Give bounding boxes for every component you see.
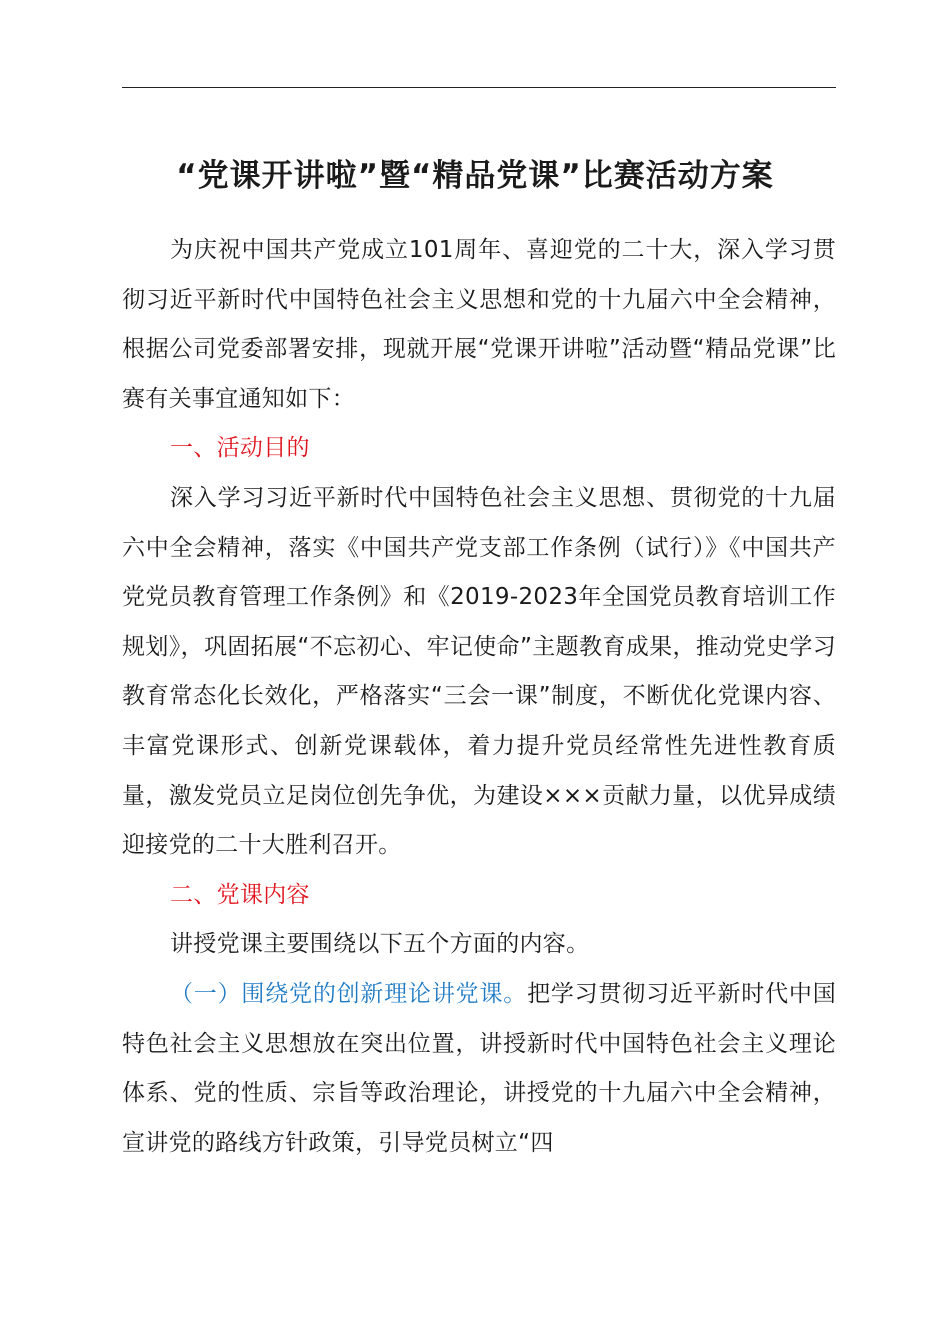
purpose-paragraph: 深入学习习近平新时代中国特色社会主义思想、贯彻党的十九届六中全会精神，落实《中国共产党支部工作条例（试行）》《中国共产党党员教育管理工作条例》和《2019-2023年全国党员教育培训工作规划》，巩固拓展“不忘初心、牢记使命”主题教育成果，推动党史学习教育常态化长效化，严格落实“三会一课”制度，不断优化党课内容、丰富党课形式、创新党课载体，着力提升党员经常性先进性教育质量，激发党员立足岗位创先争优，为建设×××贡献力量，以优异成绩迎接党的二十大胜利召开。: [122, 484, 836, 859]
document-title: “党课开讲啦”暨“精品党课”比赛活动方案: [176, 158, 774, 194]
content-item-1-paragraph: [122, 970, 836, 1168]
content-item-1-body: 把学习贯彻习近平新时代中国特色社会主义思想放在突出位置，讲授新时代中国特色社会主义理论体系、党的性质、宗旨等政治理论，讲授党的十九届六中全会精神，宣讲党的路线方针政策，引导党员树立“四: [122, 980, 837, 1156]
content-item-1-label: （一）围绕党的创新理论讲党课。: [170, 980, 528, 1007]
document-body: [122, 226, 836, 1168]
content-intro-paragraph: 讲授党课主要围绕以下五个方面的内容。: [170, 931, 590, 958]
section-heading-content: 二、党课内容: [170, 881, 310, 908]
intro-paragraph: 为庆祝中国共产党成立101周年、喜迎党的二十大，深入学习贯彻习近平新时代中国特色社会主义思想和党的十九届六中全会精神，根据公司党委部署安排，现就开展“党课开讲啦”活动暨“精品党课”比赛有关事宜通知如下：: [122, 237, 836, 412]
header-rule: [122, 87, 836, 88]
section-heading-purpose: 一、活动目的: [170, 435, 310, 462]
